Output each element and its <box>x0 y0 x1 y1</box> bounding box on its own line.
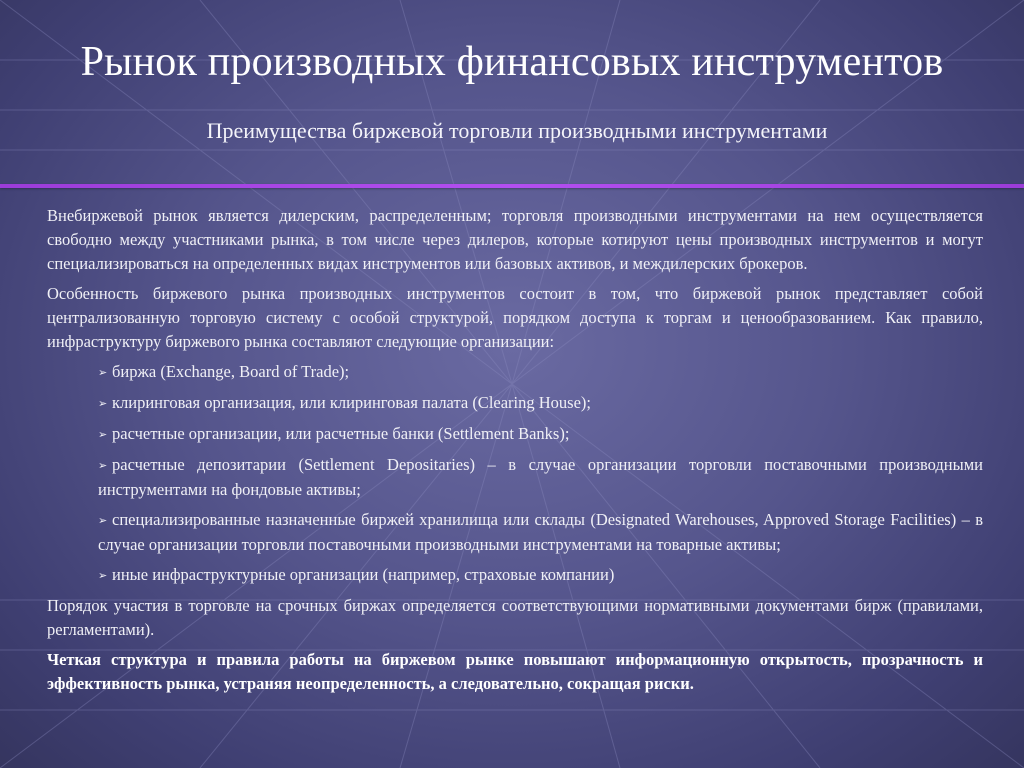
arrow-bullet-icon: ➢ <box>98 569 108 582</box>
list-item <box>98 508 983 557</box>
list-item <box>98 563 983 588</box>
list-item-text: специализированные назначенные биржей хранилища или склады (Designated Warehouses, Approved Storage Facilities) – в случае организации торговли поставочными производными инструментами на товарные активы; <box>98 510 983 554</box>
paragraph-conclusion: Четкая структура и правила работы на биржевом рынке повышают информационную открытость, прозрачность и эффективность рынка, устраняя неопределенность, а следовательно, сокращая риски. <box>47 650 983 693</box>
infrastructure-list <box>47 360 983 588</box>
list-item <box>98 391 983 416</box>
arrow-bullet-icon: ➢ <box>98 428 108 441</box>
arrow-bullet-icon: ➢ <box>98 366 108 379</box>
arrow-bullet-icon: ➢ <box>98 514 108 527</box>
arrow-bullet-icon: ➢ <box>98 397 108 410</box>
list-item-text: расчетные депозитарии (Settlement Depositaries) – в случае организации торговли поставочными производными инструментами на фондовые активы; <box>98 455 983 499</box>
slide-subtitle: Преимущества биржевой торговли производными инструментами <box>206 118 828 143</box>
slide-body <box>47 204 983 702</box>
arrow-bullet-icon: ➢ <box>98 459 108 472</box>
list-item <box>98 453 983 502</box>
paragraph-exchange-market: Особенность биржевого рынка производных инструментов состоит в том, что биржевой рынок представляет собой централизованную торговую систему с особой структурой, порядком доступа к торгам и ценообразованием. Как правило, инфраструктуру биржевого рынка составляют следующие организации: <box>47 284 983 351</box>
paragraph-otc-market: Внебиржевой рынок является дилерским, распределенным; торговля производными инструментами на нем осуществляется свободно между участниками рынка, в том числе через дилеров, которые котируют цены производных инструментов и могут специализироваться на определенных видах инструментов или базовых активов, и междилерских брокеров. <box>47 206 983 273</box>
list-item <box>98 422 983 447</box>
list-item-text: клиринговая организация, или клиринговая палата (Clearing House); <box>112 393 591 412</box>
list-item <box>98 360 983 385</box>
list-item-text: биржа (Exchange, Board of Trade); <box>112 362 350 381</box>
list-item-text: иные инфраструктурные организации (например, страховые компании) <box>112 565 615 584</box>
list-item-text: расчетные организации, или расчетные банки (Settlement Banks); <box>112 424 570 443</box>
title-divider <box>0 184 1024 188</box>
slide-title: Рынок производных финансовых инструментов <box>80 39 944 85</box>
paragraph-participation-rules: Порядок участия в торговле на срочных биржах определяется соответствующими нормативными документами бирж (правилами, регламентами). <box>47 596 983 639</box>
